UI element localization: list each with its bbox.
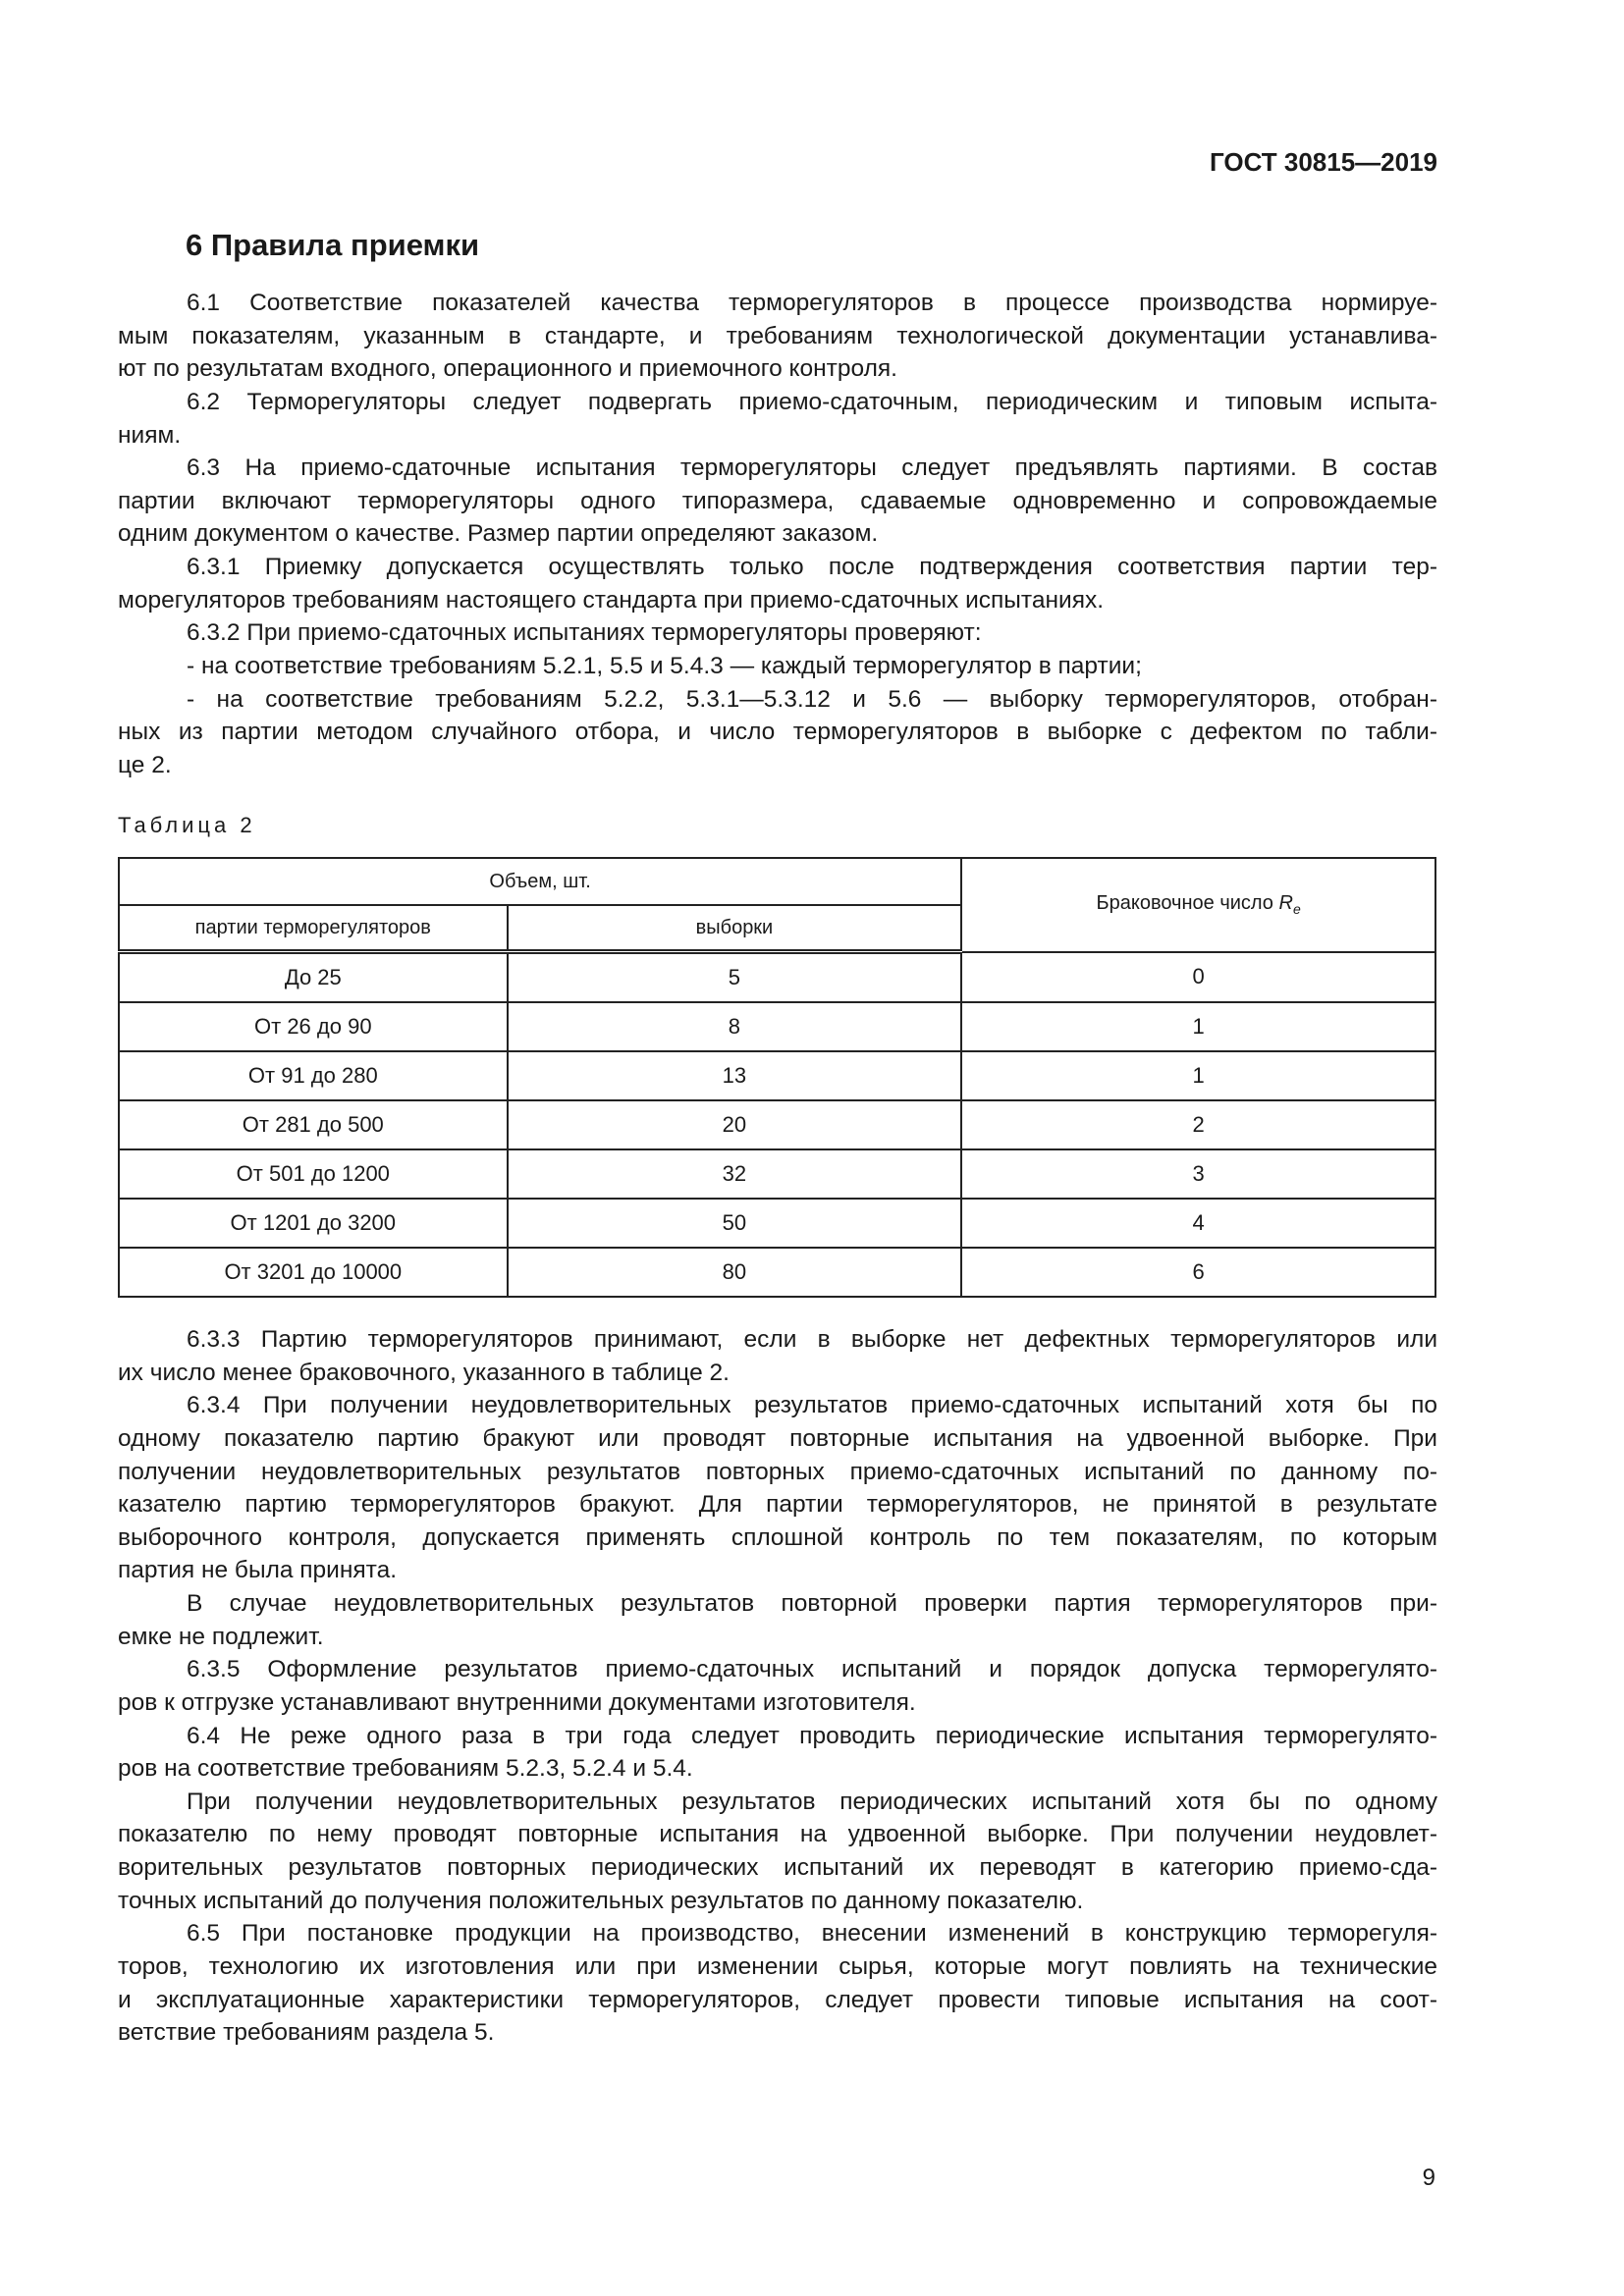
text-line: партия не была принята. bbox=[118, 1557, 398, 1584]
text-line: показателю по нему проводят повторные испытания на удвоенной выборке. При получении неудовлет- bbox=[118, 1821, 1437, 1848]
text-line: их число менее браковочного, указанного в таблице 2. bbox=[118, 1359, 730, 1386]
text-line: це 2. bbox=[118, 751, 172, 778]
table-row bbox=[119, 1149, 1435, 1199]
text-line: ров к отгрузке устанавливают внутренними документами изготовителя. bbox=[118, 1688, 916, 1716]
acceptance-table bbox=[118, 857, 1436, 1298]
rejection-number-header bbox=[961, 858, 1435, 952]
text-line: 6.3.4 При получении неудовлетворительных результатов приемо-сдаточных испытаний хотя бы по bbox=[187, 1392, 1437, 1419]
rejection-number-cell: 1 bbox=[961, 1002, 1435, 1051]
rejection-number-cell: 3 bbox=[961, 1149, 1435, 1199]
table-row bbox=[119, 1248, 1435, 1297]
text-line: 6.5 При постановке продукции на производство, внесении изменений в конструкцию терморегуля- bbox=[187, 1920, 1437, 1948]
volume-group-header: Объем, шт. bbox=[119, 858, 961, 905]
sample-size-cell: 50 bbox=[508, 1199, 962, 1248]
document-code: ГОСТ 30815—2019 bbox=[1210, 147, 1437, 177]
text-line: ниям. bbox=[118, 421, 182, 449]
text-line: 6.3.5 Оформление результатов приемо-сдаточных испытаний и порядок допуска терморегулято- bbox=[187, 1656, 1437, 1683]
text-line: емке не подлежит. bbox=[118, 1623, 324, 1650]
table-caption: Таблица 2 bbox=[118, 813, 256, 837]
text-line: 6.3.3 Партию терморегуляторов принимают, если в выборке нет дефектных терморегуляторов или bbox=[187, 1326, 1437, 1353]
text-line: ных из партии методом случайного отбора, и число терморегуляторов в выборке с дефектом по табли- bbox=[118, 719, 1437, 746]
table-row bbox=[119, 1051, 1435, 1100]
lot-size-header: партии терморегуляторов bbox=[119, 905, 508, 952]
lot-size-cell: От 1201 до 3200 bbox=[119, 1199, 508, 1248]
text-line: морегуляторов требованиям настоящего стандарта при приемо-сдаточных испытаниях. bbox=[118, 586, 1105, 614]
rejection-number-label: Браковочное число bbox=[1096, 892, 1273, 915]
sample-size-cell: 5 bbox=[508, 952, 962, 1003]
lot-size-cell: От 501 до 1200 bbox=[119, 1149, 508, 1199]
table-row bbox=[119, 952, 1435, 1003]
text-line: 6.3 На приемо-сдаточные испытания терморегуляторы следует предъявлять партиями. В состав bbox=[187, 454, 1437, 482]
text-line: 6.3.1 Приемку допускается осуществлять только после подтверждения соответствия партии тер- bbox=[187, 554, 1437, 580]
text-line: мым показателям, указанным в стандарте, и требованиям технологической документации устанавлива- bbox=[118, 322, 1437, 349]
text-line: партии включают терморегуляторы одного типоразмера, сдаваемые одновременно и сопровождаемые bbox=[118, 487, 1437, 514]
sample-size-header: выборки bbox=[508, 905, 962, 952]
text-line: ют по результатам входного, операционного и приемочного контроля. bbox=[118, 355, 897, 383]
text-line: торов, технологию их изготовления или при изменении сырья, которые могут повлиять на технические bbox=[118, 1952, 1437, 1980]
rejection-symbol: R bbox=[1278, 892, 1293, 915]
table-row bbox=[119, 1100, 1435, 1149]
rejection-number-cell: 6 bbox=[961, 1248, 1435, 1297]
lot-size-cell: От 91 до 280 bbox=[119, 1051, 508, 1100]
rejection-number-cell: 4 bbox=[961, 1199, 1435, 1248]
lot-size-cell: От 26 до 90 bbox=[119, 1002, 508, 1051]
sample-size-cell: 20 bbox=[508, 1100, 962, 1149]
table-row bbox=[119, 1002, 1435, 1051]
sample-size-cell: 80 bbox=[508, 1248, 962, 1297]
text-line: ров на соответствие требованиям 5.2.3, 5.2.4 и 5.4. bbox=[118, 1755, 693, 1783]
text-line: получении неудовлетворительных результатов повторных приемо-сдаточных испытаний по данному по- bbox=[118, 1458, 1437, 1485]
text-line: одному показателю партию бракуют или проводят повторные испытания на удвоенной выборке. При bbox=[118, 1424, 1437, 1452]
text-line: 6.3.2 При приемо-сдаточных испытаниях терморегуляторы проверяют: bbox=[187, 619, 982, 647]
text-line: и эксплуатационные характеристики терморегуляторов, следует провести типовые испытания на соот- bbox=[118, 1986, 1437, 2013]
text-line: При получении неудовлетворительных результатов периодических испытаний хотя бы по одному bbox=[187, 1788, 1437, 1815]
sample-size-cell: 13 bbox=[508, 1051, 962, 1100]
text-line: точных испытаний до получения положительных результатов по данному показателю. bbox=[118, 1887, 1084, 1914]
section-title: 6 Правила приемки bbox=[186, 228, 480, 262]
lot-size-cell: До 25 bbox=[119, 952, 508, 1003]
rejection-number-cell: 2 bbox=[961, 1100, 1435, 1149]
body-text-after-table bbox=[118, 1323, 1437, 2050]
text-line: - на соответствие требованиям 5.2.1, 5.5 и 5.4.3 — каждый терморегулятор в партии; bbox=[187, 652, 1142, 679]
lot-size-cell: От 281 до 500 bbox=[119, 1100, 508, 1149]
text-line: казателю партию терморегуляторов бракуют. Для партии терморегуляторов, не принятой в результате bbox=[118, 1491, 1437, 1519]
rejection-number-cell: 1 bbox=[961, 1051, 1435, 1100]
sample-size-cell: 32 bbox=[508, 1149, 962, 1199]
text-line: 6.4 Не реже одного раза в три года следует проводить периодические испытания терморегулято- bbox=[187, 1722, 1437, 1749]
table-row bbox=[119, 1199, 1435, 1248]
text-line: выборочного контроля, допускается применять сплошной контроль по тем показателям, по которым bbox=[118, 1523, 1437, 1551]
text-line: 6.2 Терморегуляторы следует подвергать приемо-сдаточным, периодическим и типовым испыта- bbox=[187, 388, 1437, 415]
text-line: В случае неудовлетворительных результатов повторной проверки партия терморегуляторов при- bbox=[187, 1590, 1437, 1617]
text-line: - на соответствие требованиям 5.2.2, 5.3.1—5.3.12 и 5.6 — выборку терморегуляторов, отобран- bbox=[187, 685, 1437, 713]
text-line: одним документом о качестве. Размер партии определяют заказом. bbox=[118, 520, 879, 548]
body-text-before-table bbox=[118, 287, 1437, 781]
lot-size-cell: От 3201 до 10000 bbox=[119, 1248, 508, 1297]
rejection-number-cell: 0 bbox=[961, 952, 1435, 1003]
rejection-subscript: e bbox=[1292, 901, 1301, 918]
text-line: ворительных результатов повторных периодических испытаний их переводят в категорию приемо-сда- bbox=[118, 1854, 1437, 1881]
sample-size-cell: 8 bbox=[508, 1002, 962, 1051]
text-line: ветствие требованиям раздела 5. bbox=[118, 2019, 495, 2047]
page-number: 9 bbox=[1422, 2164, 1435, 2191]
text-line: 6.1 Соответствие показателей качества терморегуляторов в процессе производства нормируе- bbox=[187, 290, 1437, 316]
